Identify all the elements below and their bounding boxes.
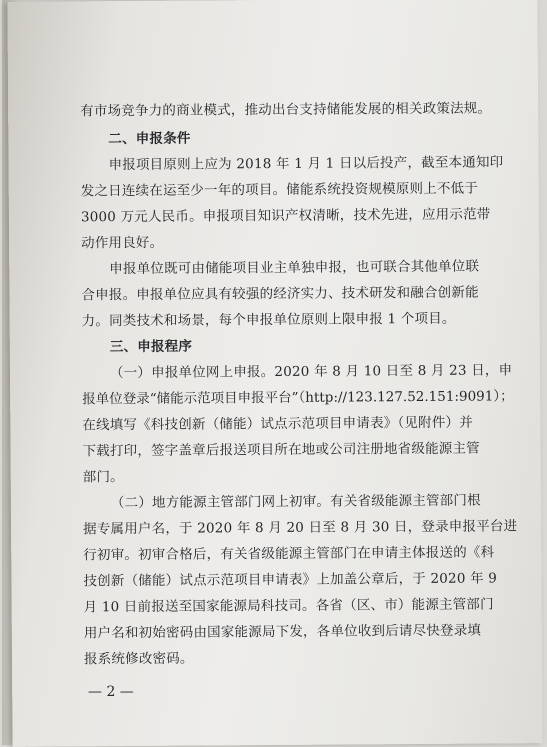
text-line: 力。同类技术和场景，每个申报单位原则上限申报 1 个项目。 <box>81 310 456 330</box>
text-line: 用户名和初始密码由国家能源局下发，各单位收到后请尽快登录填 <box>83 622 482 642</box>
text-line: 合申报。申报单位应具有较强的经济实力、技术研发和融合创新能 <box>81 284 479 304</box>
section-heading: 二、申报条件 <box>108 130 191 148</box>
text-line: 申报项目原则上应为 2018 年 1 月 1 日以后投产，截至本通知印 <box>108 154 504 174</box>
text-line: 有市场竞争力的商业模式，推动出台支持储能发展的相关政策法规。 <box>80 100 492 120</box>
text-line: 月 10 日前报送至国家能源局科技司。各省（区、市）能源主管部门 <box>83 596 494 616</box>
section-heading: 三、申报程序 <box>109 338 193 356</box>
text-line: 技创新（储能）试点示范项目申请表》上加盖公章后，于 2020 年 9 <box>83 570 498 590</box>
page-number: — 2 — <box>88 684 134 700</box>
text-line: 据专属用户名，于 2020 年 8 月 20 日至 8 月 30 日，登录申报平台进 <box>83 518 518 538</box>
text-line: （一）申报单位网上申报。2020 年 8 月 10 日至 8 月 23 日，申 <box>109 362 513 382</box>
text-line: 行初审。初审合格后，有关省级能源主管部门在申请主体报送的《科 <box>83 544 495 564</box>
text-line: 3000 万元人民币。申报项目知识产权清晰，技术先进，应用示范带 <box>80 206 491 226</box>
text-line: 部门。 <box>82 469 124 486</box>
text-line: 下载打印，签字盖章后报送项目所在地或公司注册地省级能源主管 <box>82 440 480 460</box>
text-line: 动作用良好。 <box>81 234 164 252</box>
text-line: 报单位登录“储能示范项目申报平台”（http://123.127.52.151:9091）； <box>82 388 514 408</box>
text-line: 报系统修改密码。 <box>83 650 194 668</box>
text-line: 在线填写《科技创新（储能）试点示范项目申请表》（见附件）并 <box>82 414 473 434</box>
document-page <box>7 0 542 747</box>
text-line: （二）地方能源主管部门网上初审。有关省级能源主管部门根 <box>110 492 481 512</box>
text-line: 申报单位既可由储能项目业主单独申报，也可联合其他单位联 <box>109 258 480 278</box>
text-line: 发之日连续在运至少一年的项目。储能系统投资规模原则上不低于 <box>80 180 479 200</box>
